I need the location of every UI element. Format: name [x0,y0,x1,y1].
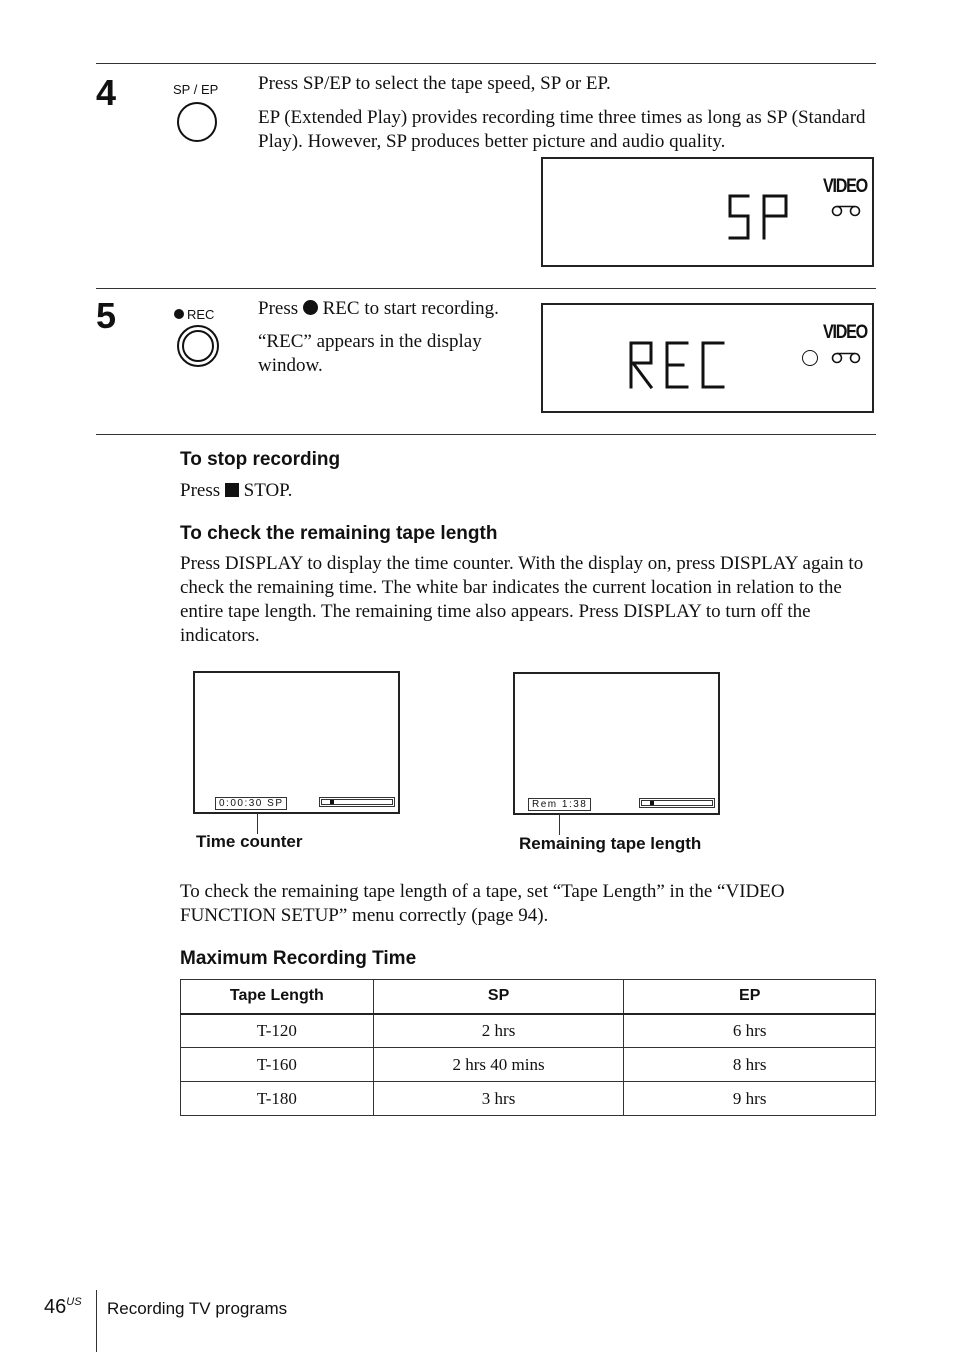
tv-screen-time-counter [193,671,400,814]
step-number-4: 4 [96,72,117,113]
step-number-5: 5 [96,295,117,336]
sp-ep-button-icon [177,102,217,142]
video-logo: VIDEO [823,322,867,343]
divider-top [96,63,876,64]
record-dot-icon [303,300,318,315]
step4-instruction: Press SP/EP to select the tape speed, SP or EP. [258,73,611,94]
table-cell: 3 hrs [373,1082,624,1116]
column-header: SP [373,980,624,1014]
table-cell: 9 hrs [624,1082,876,1116]
divider-bottom [96,434,876,435]
tape-length-note: To check the remaining tape length of a tape, set “Tape Length” in the “VIDEO FUNCTION SETUP” menu correctly (page 94). [180,881,785,926]
remaining-text: Press DISPLAY to display the time counter. With the display on, press DISPLAY again to check the remaining time. The white bar indicates the current location in relation to the entire tape length. The remaining time also appears. Press DISPLAY to turn off the indicators. [180,553,864,646]
table-header-row [181,980,876,1014]
table-row [181,1048,876,1082]
remaining-caption: Remaining tape length [519,834,702,853]
column-header: EP [624,980,876,1014]
tape-position-bar [639,798,715,808]
table-cell: 2 hrs 40 mins [373,1048,624,1082]
rec-dot-icon [174,309,184,319]
step5-description: “REC” appears in the display window. [258,331,482,376]
page-number: $46^{US}$ [44,1296,82,1318]
table-cell: 6 hrs [624,1014,876,1048]
display-window-sp [541,157,874,267]
table-cell: 8 hrs [624,1048,876,1082]
sp-ep-button-label: SP / EP [173,82,219,97]
divider-step5 [96,288,876,289]
column-header: Tape Length [181,980,374,1014]
stop-text: Press STOP. [180,480,293,501]
remaining-osd: Rem 1:38 [528,798,591,811]
cassette-icon [830,352,862,364]
max-time-heading: Maximum Recording Time [180,948,417,969]
footer-divider [96,1290,97,1352]
table-cell: 2 hrs [373,1014,624,1048]
record-indicator-icon [802,350,818,366]
time-counter-caption: Time counter [196,832,303,851]
cassette-icon [830,205,862,217]
stop-heading: To stop recording [180,449,341,470]
table-row [181,1082,876,1116]
rec-button-icon [177,325,219,367]
step5-instruction: Press REC to start recording. [258,298,499,319]
step4-description: EP (Extended Play) provides recording time three times as long as SP (Standard Play). However, SP produces better picture and audio quality. [258,107,866,152]
display-window-rec [541,303,874,413]
table-row [181,1014,876,1048]
callout-line [559,814,560,835]
lcd-sp-digits [726,192,796,244]
tape-position-bar [319,797,395,807]
tv-screen-remaining [513,672,720,815]
footer-section-title: Recording TV programs [107,1299,288,1318]
table-cell: T-120 [181,1014,374,1048]
time-counter-osd: 0:00:30 SP [215,797,287,810]
video-logo: VIDEO [823,176,867,197]
lcd-rec-digits [627,339,727,391]
rec-button-label: REC [187,307,215,322]
callout-line [257,813,258,834]
max-recording-time-table [180,979,876,1116]
table-cell: T-160 [181,1048,374,1082]
remaining-heading: To check the remaining tape length [180,523,498,544]
table-cell: T-180 [181,1082,374,1116]
stop-square-icon [225,483,239,497]
